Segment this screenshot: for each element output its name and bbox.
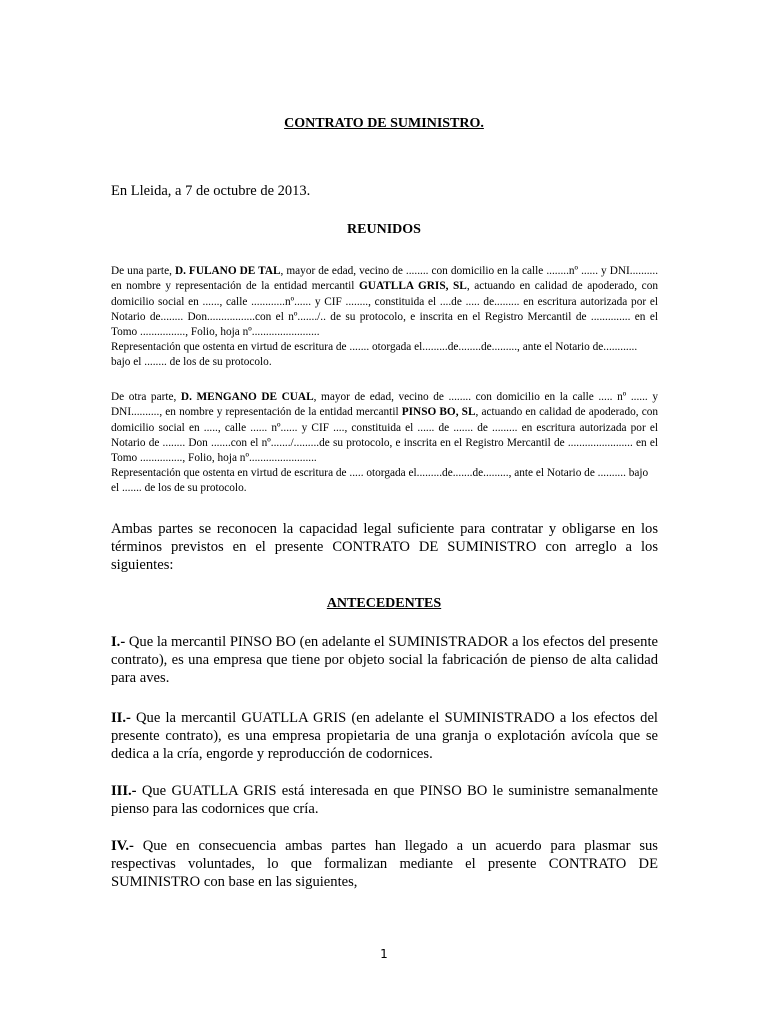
antecedente-1-number: I.- — [111, 634, 126, 650]
party-two-lead: De otra parte, — [111, 391, 181, 403]
antecedente-1 — [111, 633, 658, 687]
antecedente-2 — [111, 709, 658, 763]
party-one-company: GUATLLA GRIS, SL — [359, 280, 467, 293]
antecedente-3-text: Que GUATLLA GRIS está interesada en que PINSO BO le suministre semanalmente pienso para las codornices que cría. — [111, 783, 658, 817]
antecedente-2-text: Que la mercantil GUATLLA GRIS (en adelante el SUMINISTRADO a los efectos del presente contrato), es una empresa propietaria de una granja o explotación avícola que se dedica a la cría, engorde y reproducción de codornices. — [111, 710, 658, 762]
party-one-name: D. FULANO DE TAL — [174, 265, 281, 277]
document-title: CONTRATO DE SUMINISTRO. — [284, 116, 484, 131]
party-two-text: , mayor de edad, vecino de ........ con domicilio en la calle ..... nº ...... y DNI.........., en nombre y representación de la entidad mercantil — [111, 391, 658, 419]
party-two-name: D. MENGANO DE CUAL — [180, 391, 314, 403]
party-one-representation: Representación que ostenta en virtud de escritura de ....... otorgada el.........de........de........., ante el Notario de............ bajo el ........ de los de su protocolo. — [111, 341, 638, 369]
party-one-paragraph — [111, 264, 658, 340]
antecedente-4-text: Que en consecuencia ambas partes han llegado a un acuerdo para plasmar sus respectivas voluntades, lo que formalizan mediante el presente CONTRATO DE SUMINISTRO con base en las siguientes, — [111, 838, 658, 890]
antecedente-4 — [111, 837, 658, 891]
antecedente-2-number: II.- — [111, 710, 131, 726]
page-number: 1 — [380, 947, 388, 961]
party-one-text-continued: , actuando en calidad de apoderado, con domicilio social en ......, calle ............nº...... y CIF ........, constituida el ....de ..... de......... en escritura autorizada por el Notario de........ Don.................con el nº......./.. de su protocolo, e inscrita en el Registro Mercantil de .............. en el Tomo ................, Folio, hoja nº........................ — [111, 280, 658, 339]
antecedentes-heading: ANTECEDENTES — [326, 596, 442, 611]
party-two-representation: Representación que ostenta en virtud de escritura de ..... otorgada el.........de.......de........., ante el Notario de .......... bajo el ....... de los de su protocolo. — [111, 467, 649, 495]
capacity-paragraph: Ambas partes se reconocen la capacidad legal suficiente para contratar y obligarse en los términos previstos en el presente CONTRATO DE SUMINISTRO con arreglo a los siguientes: — [111, 521, 658, 573]
antecedente-3 — [111, 782, 658, 818]
antecedente-3-number: III.- — [111, 783, 137, 799]
party-two-paragraph — [111, 390, 658, 466]
party-two-text-continued: , actuando en calidad de apoderado, con domicilio social en ....., calle ...... nº...... y CIF ...., constituida el ...... de ....... de ......... en escritura autorizada por el Notario de ........ Don .......con el nº......./.........de su protocolo, e inscrita en el Registro Mercantil de ....................... en el Tomo ..............., Folio, hoja nº........................ — [111, 406, 659, 465]
antecedente-4-number: IV.- — [111, 838, 134, 854]
antecedente-1-text: Que la mercantil PINSO BO (en adelante el SUMINISTRADOR a los efectos del presente contrato), es una empresa que tiene por objeto social la fabricación de pienso de alta calidad para aves. — [111, 634, 658, 686]
place-date: En Lleida, a 7 de octubre de 2013. — [111, 183, 311, 199]
party-two-company: PINSO BO, SL — [401, 406, 476, 419]
party-one-text: , mayor de edad, vecino de ........ con domicilio en la calle ........nº ...... y DNI.......... en nombre y representación de la entidad mercantil — [111, 265, 659, 293]
party-one-lead: De una parte, — [111, 265, 175, 277]
reunidos-heading: REUNIDOS — [347, 222, 421, 237]
